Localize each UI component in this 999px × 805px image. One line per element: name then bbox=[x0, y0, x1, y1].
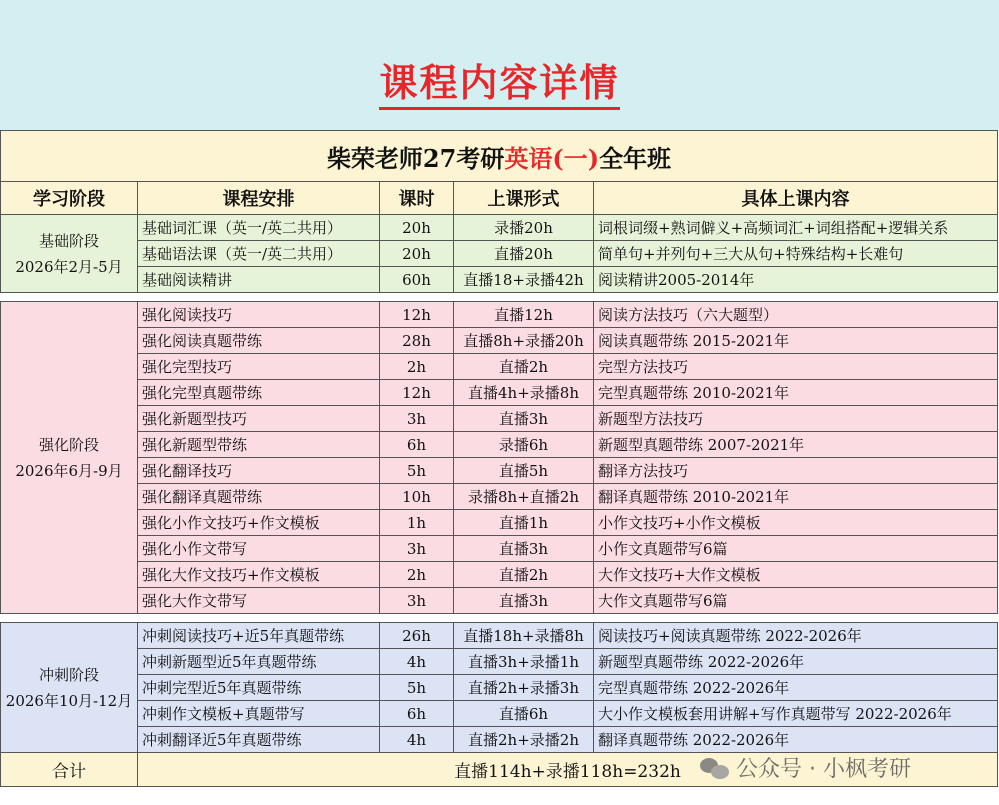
hours-cell: 3h bbox=[380, 588, 454, 614]
page-header bbox=[0, 0, 999, 130]
course-table-container bbox=[0, 130, 999, 805]
format-cell: 直播8h+录播20h bbox=[454, 328, 594, 354]
course-cell: 强化小作文带写 bbox=[138, 536, 380, 562]
content-cell: 大小作文模板套用讲解+写作真题带写 2022-2026年 bbox=[594, 701, 998, 727]
stage-date: 2026年6月-9月 bbox=[15, 461, 123, 480]
course-cell: 强化小作文技巧+作文模板 bbox=[138, 510, 380, 536]
course-cell: 冲刺翻译近5年真题带练 bbox=[138, 727, 380, 753]
content-cell: 新题型真题带练 2007-2021年 bbox=[594, 432, 998, 458]
format-cell: 直播12h bbox=[454, 302, 594, 328]
stage-date: 2026年2月-5月 bbox=[15, 257, 123, 276]
wechat-icon bbox=[700, 756, 730, 780]
table-row bbox=[1, 302, 998, 328]
hours-cell: 12h bbox=[380, 380, 454, 406]
format-cell: 直播6h bbox=[454, 701, 594, 727]
content-cell: 阅读技巧+阅读真题带练 2022-2026年 bbox=[594, 623, 998, 649]
content-cell: 词根词缀+熟词僻义+高频词汇+词组搭配+逻辑关系 bbox=[594, 215, 998, 241]
stage-name: 基础阶段 bbox=[38, 231, 99, 250]
course-cell: 冲刺阅读技巧+近5年真题带练 bbox=[138, 623, 380, 649]
course-cell: 基础词汇课（英一/英二共用） bbox=[138, 215, 380, 241]
course-cell: 冲刺作文模板+真题带写 bbox=[138, 701, 380, 727]
table-row bbox=[1, 380, 998, 406]
format-cell: 直播20h bbox=[454, 241, 594, 267]
table-row bbox=[1, 215, 998, 241]
hours-cell: 12h bbox=[380, 302, 454, 328]
table-header-row bbox=[1, 182, 998, 215]
format-cell: 直播5h bbox=[454, 458, 594, 484]
table-row bbox=[1, 588, 998, 614]
content-cell: 阅读精讲2005-2014年 bbox=[594, 267, 998, 293]
content-cell: 阅读方法技巧（六大题型） bbox=[594, 302, 998, 328]
hours-cell: 2h bbox=[380, 562, 454, 588]
format-cell: 直播2h bbox=[454, 562, 594, 588]
page-title: 课程内容详情 bbox=[0, 52, 999, 107]
header-content: 具体上课内容 bbox=[594, 182, 998, 215]
table-row bbox=[1, 536, 998, 562]
hours-cell: 5h bbox=[380, 458, 454, 484]
table-row bbox=[1, 562, 998, 588]
hours-cell: 5h bbox=[380, 675, 454, 701]
course-cell: 强化大作文技巧+作文模板 bbox=[138, 562, 380, 588]
stage-separator bbox=[1, 293, 998, 302]
hours-cell: 60h bbox=[380, 267, 454, 293]
course-cell: 冲刺完型近5年真题带练 bbox=[138, 675, 380, 701]
hours-cell: 4h bbox=[380, 727, 454, 753]
hours-cell: 6h bbox=[380, 432, 454, 458]
total-value: 直播114h+录播118h=232h bbox=[138, 753, 998, 787]
course-title bbox=[1, 131, 998, 182]
table-row bbox=[1, 701, 998, 727]
hours-cell: 26h bbox=[380, 623, 454, 649]
course-cell: 强化翻译技巧 bbox=[138, 458, 380, 484]
hours-cell: 3h bbox=[380, 536, 454, 562]
hours-cell: 28h bbox=[380, 328, 454, 354]
course-table bbox=[0, 130, 998, 787]
stage-name: 强化阶段 bbox=[38, 435, 99, 454]
course-title-prefix: 柴荣老师27考研 bbox=[326, 143, 505, 173]
content-cell: 大作文技巧+大作文模板 bbox=[594, 562, 998, 588]
course-cell: 强化阅读真题带练 bbox=[138, 328, 380, 354]
content-cell: 新题型方法技巧 bbox=[594, 406, 998, 432]
content-cell: 完型真题带练 2022-2026年 bbox=[594, 675, 998, 701]
content-cell: 翻译方法技巧 bbox=[594, 458, 998, 484]
stage-name: 冲刺阶段 bbox=[38, 665, 99, 684]
format-cell: 直播18h+录播8h bbox=[454, 623, 594, 649]
format-cell: 直播18+录播42h bbox=[454, 267, 594, 293]
hours-cell: 10h bbox=[380, 484, 454, 510]
format-cell: 直播2h+录播2h bbox=[454, 727, 594, 753]
format-cell: 直播1h bbox=[454, 510, 594, 536]
stage-cell bbox=[1, 623, 138, 753]
content-cell: 简单句+并列句+三大从句+特殊结构+长难句 bbox=[594, 241, 998, 267]
hours-cell: 2h bbox=[380, 354, 454, 380]
format-cell: 直播3h+录播1h bbox=[454, 649, 594, 675]
course-title-suffix: 全年班 bbox=[599, 143, 672, 173]
course-cell: 强化翻译真题带练 bbox=[138, 484, 380, 510]
stage-separator bbox=[1, 614, 998, 623]
content-cell: 大作文真题带写6篇 bbox=[594, 588, 998, 614]
watermark-text: 公众号 · 小枫考研 bbox=[736, 757, 911, 782]
course-title-highlight: 英语(一) bbox=[504, 143, 600, 173]
format-cell: 直播3h bbox=[454, 536, 594, 562]
format-cell: 录播6h bbox=[454, 432, 594, 458]
table-row bbox=[1, 675, 998, 701]
table-row bbox=[1, 241, 998, 267]
course-cell: 强化完型技巧 bbox=[138, 354, 380, 380]
format-cell: 直播4h+录播8h bbox=[454, 380, 594, 406]
format-cell: 直播2h bbox=[454, 354, 594, 380]
header-stage: 学习阶段 bbox=[1, 182, 138, 215]
format-cell: 直播2h+录播3h bbox=[454, 675, 594, 701]
content-cell: 完型真题带练 2010-2021年 bbox=[594, 380, 998, 406]
course-cell: 基础阅读精讲 bbox=[138, 267, 380, 293]
watermark bbox=[700, 752, 911, 783]
table-row bbox=[1, 484, 998, 510]
course-cell: 强化新题型带练 bbox=[138, 432, 380, 458]
header-format: 上课形式 bbox=[454, 182, 594, 215]
content-cell: 完型方法技巧 bbox=[594, 354, 998, 380]
stage-date: 2026年10月-12月 bbox=[5, 691, 133, 710]
table-row bbox=[1, 328, 998, 354]
content-cell: 小作文技巧+小作文模板 bbox=[594, 510, 998, 536]
format-cell: 直播3h bbox=[454, 406, 594, 432]
hours-cell: 6h bbox=[380, 701, 454, 727]
table-row bbox=[1, 649, 998, 675]
header-hours: 课时 bbox=[380, 182, 454, 215]
course-cell: 强化完型真题带练 bbox=[138, 380, 380, 406]
stage-cell bbox=[1, 302, 138, 614]
total-label: 合计 bbox=[1, 753, 138, 787]
format-cell: 直播3h bbox=[454, 588, 594, 614]
hours-cell: 1h bbox=[380, 510, 454, 536]
table-row bbox=[1, 354, 998, 380]
format-cell: 录播20h bbox=[454, 215, 594, 241]
content-cell: 翻译真题带练 2022-2026年 bbox=[594, 727, 998, 753]
hours-cell: 4h bbox=[380, 649, 454, 675]
course-cell: 基础语法课（英一/英二共用） bbox=[138, 241, 380, 267]
hours-cell: 20h bbox=[380, 241, 454, 267]
table-row bbox=[1, 458, 998, 484]
table-row bbox=[1, 432, 998, 458]
header-course: 课程安排 bbox=[138, 182, 380, 215]
table-row bbox=[1, 406, 998, 432]
content-cell: 小作文真题带写6篇 bbox=[594, 536, 998, 562]
stage-cell bbox=[1, 215, 138, 293]
course-cell: 冲刺新题型近5年真题带练 bbox=[138, 649, 380, 675]
hours-cell: 3h bbox=[380, 406, 454, 432]
table-row bbox=[1, 510, 998, 536]
course-cell: 强化新题型技巧 bbox=[138, 406, 380, 432]
content-cell: 阅读真题带练 2015-2021年 bbox=[594, 328, 998, 354]
table-row bbox=[1, 267, 998, 293]
course-cell: 强化大作文带写 bbox=[138, 588, 380, 614]
content-cell: 翻译真题带练 2010-2021年 bbox=[594, 484, 998, 510]
format-cell: 录播8h+直播2h bbox=[454, 484, 594, 510]
content-cell: 新题型真题带练 2022-2026年 bbox=[594, 649, 998, 675]
table-row bbox=[1, 727, 998, 753]
hours-cell: 20h bbox=[380, 215, 454, 241]
course-cell: 强化阅读技巧 bbox=[138, 302, 380, 328]
table-row bbox=[1, 623, 998, 649]
